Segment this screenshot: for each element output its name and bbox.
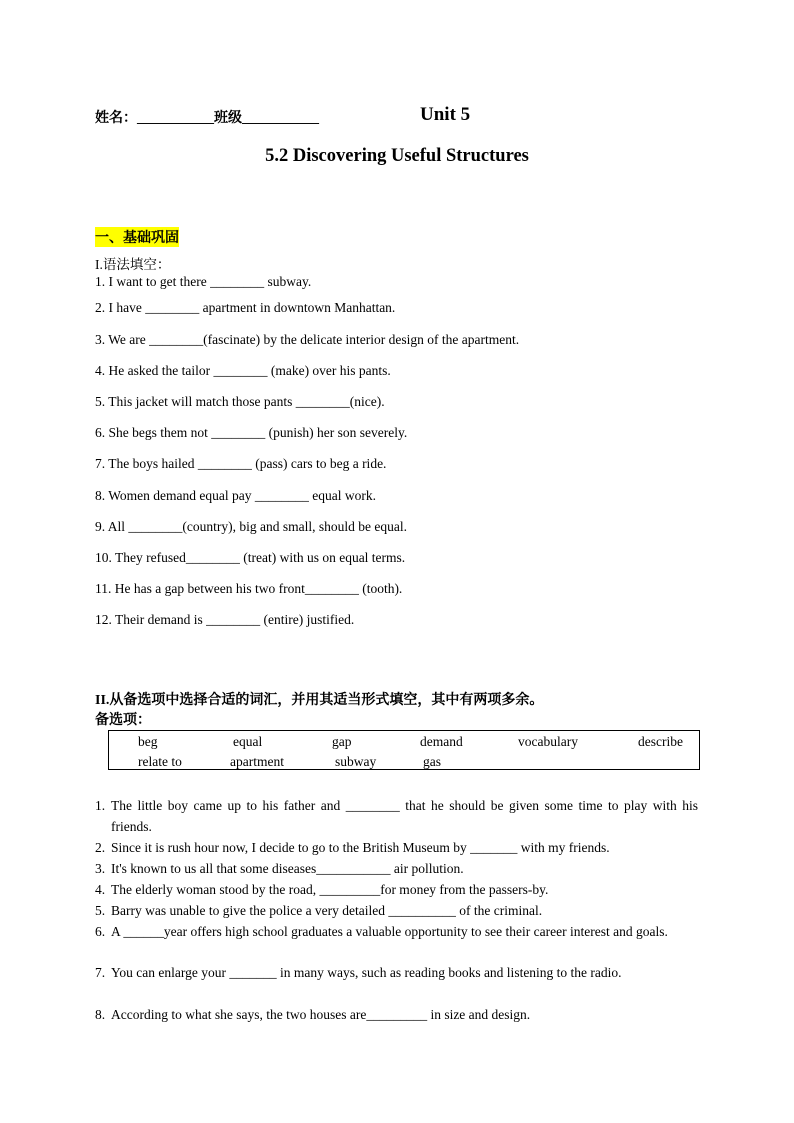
s1-question-4: 4. He asked the tailor ________ (make) over his pants. [95, 363, 391, 378]
s1-question-2: 2. I have ________ apartment in downtown Manhattan. [95, 300, 396, 315]
question-number: 2. [95, 840, 106, 855]
s2-question-3 [95, 858, 698, 879]
question-number: 6. [95, 924, 106, 939]
option-word: vocabulary [518, 734, 578, 749]
question-number: 5. [95, 903, 106, 918]
option-word: gas [423, 754, 441, 769]
s1-question-10: 10. They refused________ (treat) with us on equal terms. [95, 550, 406, 565]
s2-question-4 [95, 879, 698, 900]
s1-question-8: 8. Women demand equal pay ________ equal work. [95, 488, 376, 503]
s2-question-1 [95, 795, 698, 837]
s2-question-7 [95, 962, 698, 983]
s1-question-7: 7. The boys hailed ________ (pass) cars to beg a ride. [95, 456, 387, 471]
question-number: 1. [95, 798, 106, 813]
name-class-line: 姓名：___________班级___________ [95, 111, 319, 126]
s1-question-11: 11. He has a gap between his two front________ (tooth). [95, 581, 403, 596]
section1-heading: 一、基础巩固 [95, 227, 179, 247]
s2-question-5 [95, 900, 698, 921]
s1-question-9: 9. All ________(country), big and small, should be equal. [95, 519, 407, 534]
question-text: According to what she says, the two houses are_________ in size and design. [111, 1007, 531, 1022]
question-number: 3. [95, 861, 106, 876]
question-text: Barry was unable to give the police a very detailed __________ of the criminal. [111, 903, 543, 918]
question-text: It's known to us all that some diseases___________ air pollution. [111, 861, 464, 876]
question-text: The elderly woman stood by the road, _________for money from the passers-by. [111, 882, 549, 897]
section1-subheading: I.语法填空： [95, 257, 171, 272]
option-word: demand [420, 734, 463, 749]
question-number: 4. [95, 882, 106, 897]
s1-question-5: 5. This jacket will match those pants ________(nice). [95, 394, 385, 409]
s2-question-2 [95, 837, 698, 858]
option-word: subway [335, 754, 377, 769]
s1-question-1: 1. I want to get there ________ subway. [95, 274, 312, 289]
s1-question-12: 12. Their demand is ________ (entire) justified. [95, 612, 355, 627]
option-word: gap [332, 734, 352, 749]
unit-title: Unit 5 [420, 104, 471, 125]
options-label: 备选项： [95, 713, 151, 728]
option-word: relate to [138, 754, 182, 769]
option-word: beg [138, 734, 158, 749]
section2-heading: II.从备选项中选择合适的词汇，并用其适当形式填空，其中有两项多余。 [95, 693, 544, 708]
option-word: apartment [230, 754, 284, 769]
option-word: equal [233, 734, 263, 749]
page-title: 5.2 Discovering Useful Structures [265, 146, 529, 166]
question-text: The little boy came up to his father and ________ that he should be given some time to play with his friends. [111, 798, 698, 834]
s2-question-8 [95, 1004, 698, 1025]
question-text: A ______year offers high school graduates a valuable opportunity to see their career interest and goals. [111, 924, 668, 939]
s2-question-6 [95, 921, 698, 942]
options-box [108, 730, 700, 770]
question-text: You can enlarge your _______ in many ways, such as reading books and listening to the radio. [111, 965, 622, 980]
option-word: describe [638, 734, 683, 749]
s1-question-3: 3. We are ________(fascinate) by the delicate interior design of the apartment. [95, 332, 520, 347]
question-text: Since it is rush hour now, I decide to go to the British Museum by _______ with my friends. [111, 840, 610, 855]
question-number: 8. [95, 1007, 106, 1022]
s1-question-6: 6. She begs them not ________ (punish) her son severely. [95, 425, 408, 440]
question-number: 7. [95, 965, 106, 980]
